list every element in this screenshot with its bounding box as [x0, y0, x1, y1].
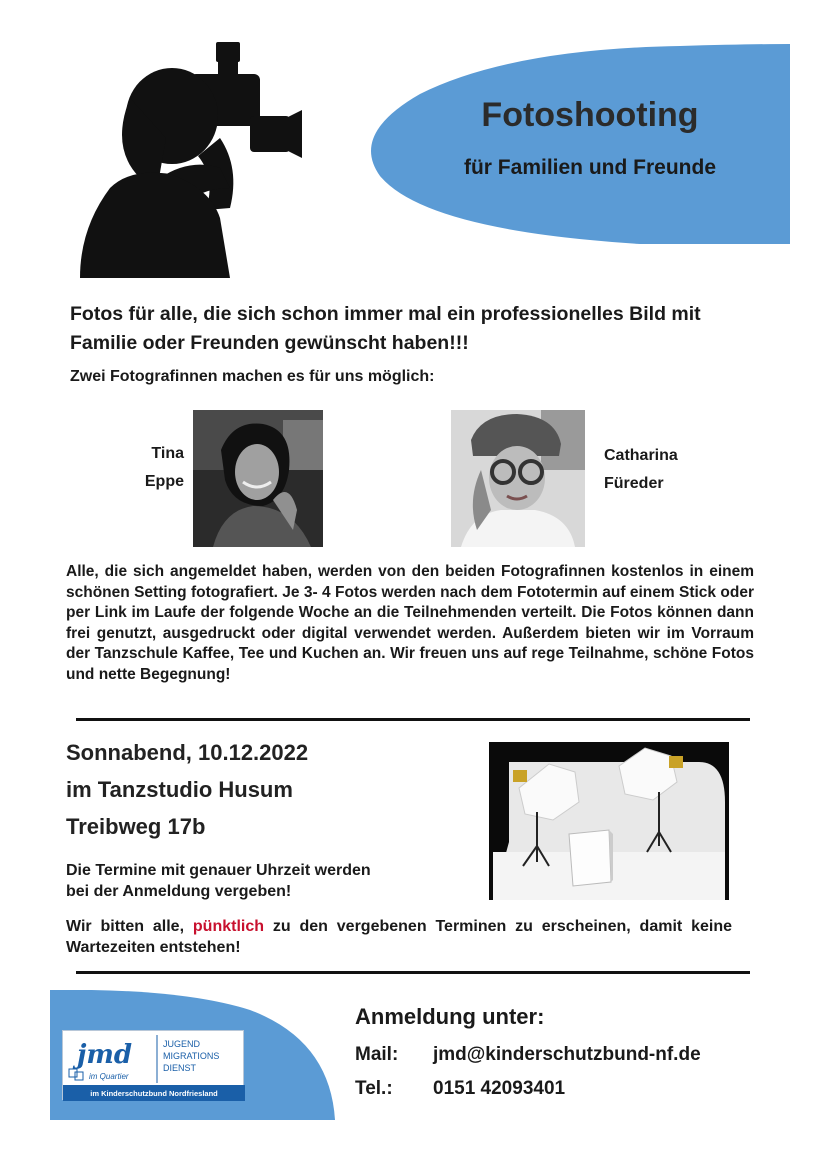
phone-label: Tel.:: [355, 1078, 393, 1099]
first-name: Tina: [151, 445, 184, 462]
portrait-photo-tina: [193, 410, 323, 547]
notice-highlight: pünktlich: [192, 918, 264, 935]
mail-label: Mail:: [355, 1044, 399, 1065]
punctuality-notice: [66, 916, 732, 958]
logo-sub: im Quartier: [89, 1072, 129, 1081]
notice-text-before: Wir bitten alle,: [66, 918, 193, 935]
photo-studio-image: [489, 742, 729, 900]
appointment-line-1: Die Termine mit genauer Uhrzeit werden: [66, 862, 371, 879]
divider-line: [76, 971, 750, 974]
mail-address[interactable]: jmd@kinderschutzbund-nf.de: [433, 1044, 701, 1065]
divider-line: [76, 718, 750, 721]
photographer-name-tina: [110, 440, 184, 496]
phone-number[interactable]: 0151 42093401: [433, 1078, 566, 1099]
photographer-name-catharina: [604, 442, 734, 498]
intro-headline: Fotos für alle, die sich schon immer mal ein professionelles Bild mit Familie oder Freunden gewünscht haben!!!: [70, 303, 701, 354]
last-name: Eppe: [144, 473, 184, 490]
logo-brand: jmd: [77, 1040, 133, 1070]
intro-subline: Zwei Fotografinnen machen es für uns möglich:: [70, 368, 435, 385]
last-name: Füreder: [604, 475, 664, 492]
event-street: Treibweg 17b: [66, 814, 206, 839]
jmd-logo-graphic: [63, 1031, 245, 1101]
logo-line-3: DIENST: [163, 1063, 197, 1073]
event-date: Sonnabend, 10.12.2022: [66, 740, 309, 765]
photographer-silhouette-image: [70, 38, 310, 278]
jmd-logo: [62, 1030, 244, 1100]
logo-line-1: JUGEND: [163, 1039, 201, 1049]
notice-text-after: zu den vergebenen Terminen zu erscheinen, damit keine Wartezeiten entstehen!: [66, 918, 732, 956]
appointment-line-2: bei der Anmeldung vergeben!: [66, 883, 292, 900]
description-paragraph: Alle, die sich angemeldet haben, werden von den beiden Fotografinnen kostenlos in einem schönen Setting fotografiert. Je 3- 4 Fotos werden nach dem Fototermin auf einem Stick oder per Link im Laufe der folgende Woche an die Teilnehmenden verteilt. Die Fotos können dann frei genutzt, ausgedruckt oder digital verwendet werden. Außerdem bieten wir im Vorraum der Tanzschule Kaffee, Tee und Kuchen an. Wir freuen uns auf rege Teilnahme, schöne Fotos und nette Begegnung!: [66, 563, 754, 683]
title-background-ellipse: [360, 44, 790, 244]
page-subtitle: für Familien und Freunde: [463, 156, 716, 179]
page-title: Fotoshooting: [481, 96, 699, 134]
logo-line-2: MIGRATIONS: [163, 1051, 220, 1061]
event-venue: im Tanzstudio Husum: [66, 777, 293, 802]
event-details: [66, 734, 476, 845]
logo-footer-text: im Kinderschutzbund Nordfriesland: [90, 1089, 218, 1098]
registration-heading: Anmeldung unter:: [355, 1004, 545, 1029]
portrait-photo-catharina: [451, 410, 585, 547]
first-name: Catharina: [604, 447, 678, 464]
appointment-info: [66, 860, 466, 902]
